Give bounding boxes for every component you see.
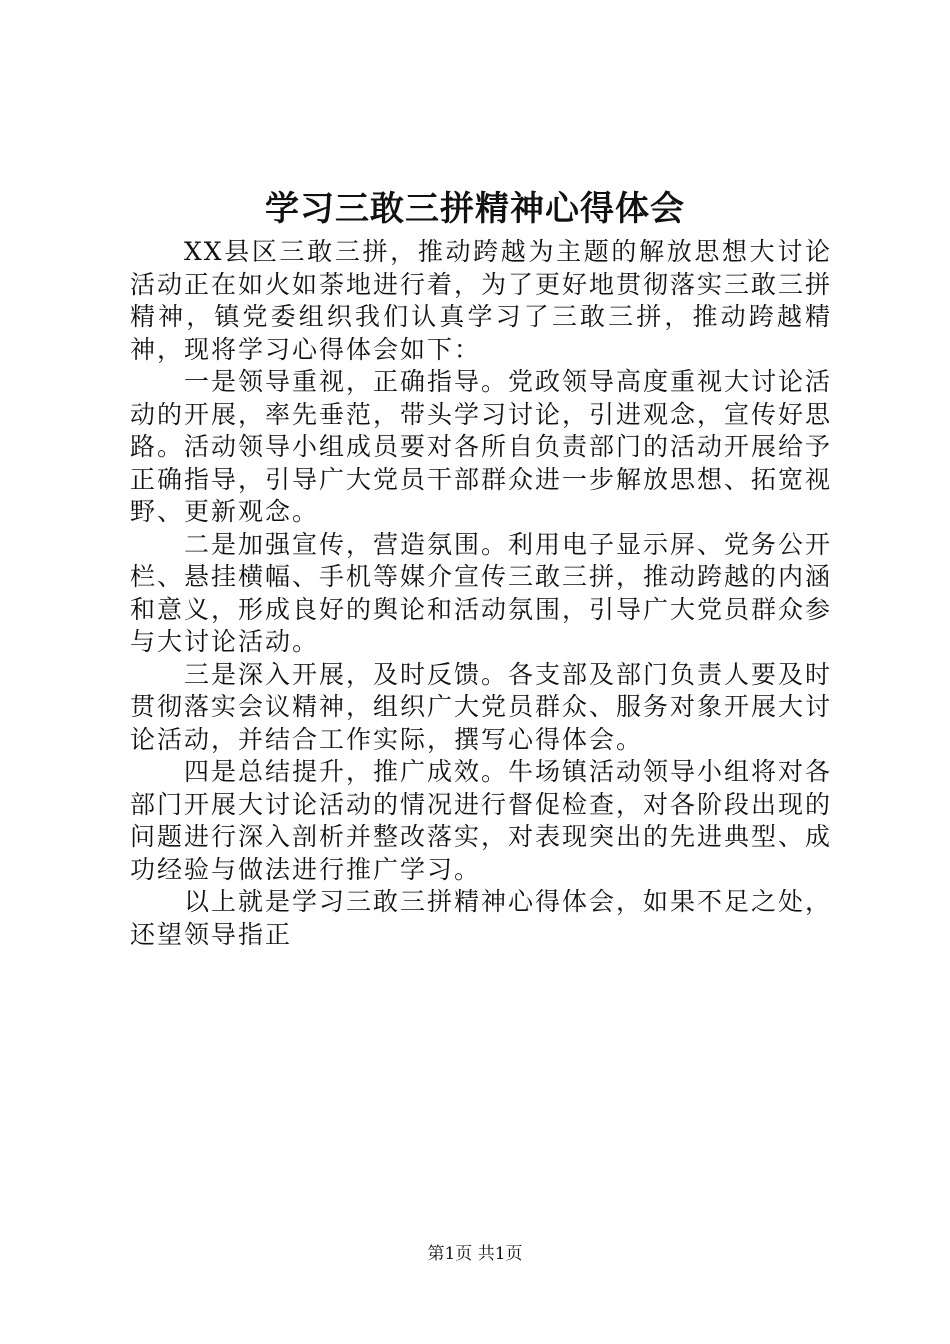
paragraph-intro: XX县区三敢三拼，推动跨越为主题的解放思想大讨论活动正在如火如荼地进行着，为了更好地贯彻落实三敢三拼精神，镇党委组织我们认真学习了三敢三拼，推动跨越精神，现将学习心得体会如下： [130,237,833,364]
paragraph-conclusion: 以上就是学习三敢三拼精神心得体会，如果不足之处，还望领导指正 [130,887,833,949]
paragraph-point-three: 三是深入开展，及时反馈。各支部及部门负责人要及时贯彻落实会议精神，组织广大党员群众、服务对象开展大讨论活动，并结合工作实际，撰写心得体会。 [130,659,833,754]
paragraph-point-two: 二是加强宣传，营造氛围。利用电子显示屏、党务公开栏、悬挂横幅、手机等媒介宣传三敢三拼，推动跨越的内涵和意义，形成良好的舆论和活动氛围，引导广大党员群众参与大讨论活动。 [130,529,833,656]
document-title: 学习三敢三拼精神心得体会 [265,189,685,229]
paragraph-point-four: 四是总结提升，推广成效。牛场镇活动领导小组将对各部门开展大讨论活动的情况进行督促检查，对各阶段出现的问题进行深入剖析并整改落实，对表现突出的先进典型、成功经验与做法进行推广学习。 [130,757,833,884]
paragraph-point-one: 一是领导重视，正确指导。党政领导高度重视大讨论活动的开展，率先垂范，带头学习讨论，引进观念，宣传好思路。活动领导小组成员要对各所自负责部门的活动开展给予正确指导，引导广大党员干部群众进一步解放思想、拓宽视野、更新观念。 [130,367,833,526]
page-footer: 第1页 共1页 [427,1244,523,1264]
document-body [130,236,832,951]
